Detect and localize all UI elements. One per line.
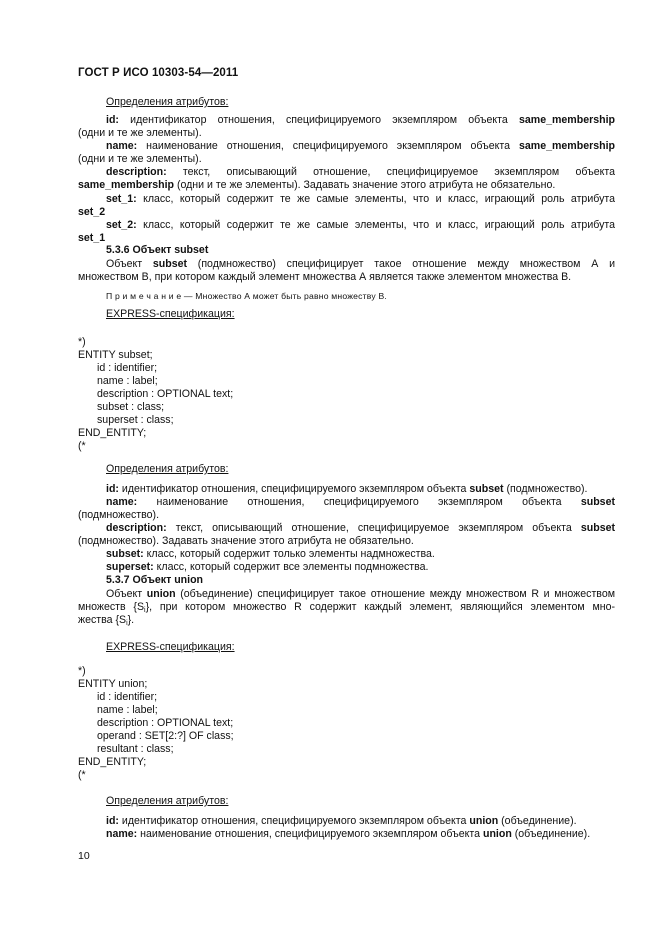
code-line: *) — [78, 336, 86, 348]
express-spec-title: EXPRESS-спецификация: — [106, 308, 235, 320]
definition-set-2: set_2: класс, который содержит те же самые элементы, что и класс, играющий роль атрибута — [106, 219, 615, 231]
section-heading-subset: 5.3.6 Объект subset — [106, 244, 209, 256]
definition-subset: subset: класс, который содержит только элементы надмножества. — [106, 548, 435, 560]
definition-description: description: текст, описывающий отношение, специфицируемое экземпляром объекта — [106, 166, 615, 178]
code-line: description : OPTIONAL text; — [97, 717, 234, 729]
definition-name: name: наименование отношения, специфицируемого экземпляром объекта same_membership — [106, 140, 615, 152]
code-line: id : identifier; — [97, 691, 158, 703]
code-line: ENTITY subset; — [78, 349, 153, 361]
code-line: description : OPTIONAL text; — [97, 388, 234, 400]
code-line: ENTITY union; — [78, 678, 148, 690]
definition-id: id: идентификатор отношения, специфицируемого экземпляром объекта subset (подмножество). — [106, 483, 588, 495]
union-paragraph-line-3: жества $\{S_i\}$. — [78, 614, 135, 627]
definition-set-1: set_1: класс, который содержит те же самые элементы, что и класс, играющий роль атрибута — [106, 193, 615, 205]
subset-paragraph-continuation: множеством В, при котором каждый элемент множества А является также элементом множества В. — [78, 271, 572, 283]
definition-id: id: идентификатор отношения, специфицируемого экземпляром объекта union (объединение). — [106, 815, 577, 827]
union-paragraph-line-2: множеств $\{S_i\}$, при котором множество R содержит каждый элемент, являющийся элементом мно- — [78, 601, 615, 614]
definition-id: id: идентификатор отношения, специфицируемого экземпляром объекта same_membership — [106, 114, 615, 126]
definition-set-2-ref: set_1 — [78, 232, 106, 244]
definition-description-continuation: same_membership (одни и те же элементы). Задавать значение этого атрибута не обязательно. — [78, 179, 556, 191]
definition-name-continuation: (одни и те же элементы). — [78, 153, 202, 165]
definition-name: name: наименование отношения, специфицируемого экземпляром объекта subset — [106, 496, 615, 508]
section-heading-union: 5.3.7 Объект union — [106, 574, 204, 586]
union-paragraph: Объект union (объединение) специфицирует такое отношение между множеством R и множеством — [106, 588, 615, 600]
code-line: name : label; — [97, 704, 158, 716]
code-line: superset : class; — [97, 414, 174, 426]
attribute-definitions-title: Определения атрибутов: — [106, 463, 229, 475]
definition-superset: superset: класс, который содержит все элементы подмножества. — [106, 561, 429, 573]
code-line: operand : SET[2:?] OF class; — [97, 730, 234, 742]
code-line: name : label; — [97, 375, 158, 387]
express-spec-title: EXPRESS-спецификация: — [106, 641, 235, 653]
definition-name: name: наименование отношения, специфицируемого экземпляром объекта union (объединение). — [106, 828, 591, 840]
page-number: 10 — [78, 850, 90, 862]
definition-set-1-ref: set_2 — [78, 206, 106, 218]
code-line: resultant : class; — [97, 743, 174, 755]
attribute-definitions-title: Определения атрибутов: — [106, 96, 229, 108]
code-line: *) — [78, 665, 86, 677]
definition-name-continuation: (подмножество). — [78, 509, 160, 521]
definition-description: description: текст, описывающий отношение, специфицируемое экземпляром объекта subset — [106, 522, 615, 534]
attribute-definitions-title: Определения атрибутов: — [106, 795, 229, 807]
code-line: (* — [78, 769, 86, 781]
code-line: subset : class; — [97, 401, 165, 413]
note: П р и м е ч а н и е — Множество А может быть равно множеству В. — [106, 291, 387, 301]
code-line: END_ENTITY; — [78, 427, 147, 439]
code-line: id : identifier; — [97, 362, 158, 374]
definition-description-continuation: (подмножество). Задавать значение этого атрибута не обязательно. — [78, 535, 414, 547]
subset-paragraph: Объект subset (подмножество) специфицирует такое отношение между множеством А и — [106, 258, 615, 270]
code-line: END_ENTITY; — [78, 756, 147, 768]
document-code-header: ГОСТ Р ИСО 10303-54—2011 — [78, 67, 239, 79]
code-line: (* — [78, 440, 86, 452]
definition-id-continuation: (одни и те же элементы). — [78, 127, 202, 139]
